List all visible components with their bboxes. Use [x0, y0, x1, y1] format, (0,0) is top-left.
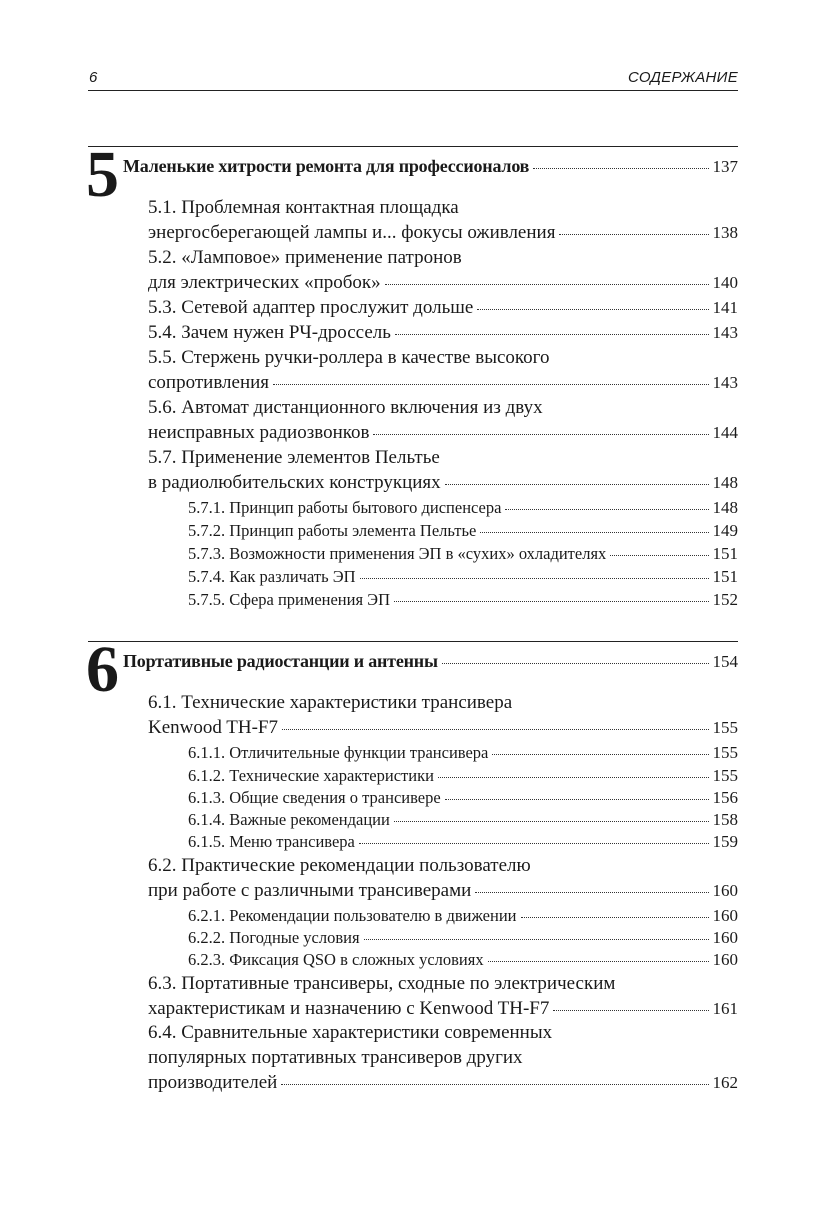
toc-chapter-title[interactable] — [123, 156, 738, 177]
leader-dots — [492, 754, 708, 755]
toc-entry-text: 5.4. Зачем нужен РЧ-дроссель — [148, 322, 391, 343]
leader-dots — [475, 892, 708, 893]
toc-entry[interactable] — [148, 998, 738, 1020]
toc-page: 144 — [712, 423, 738, 442]
toc-subentry[interactable] — [188, 906, 738, 926]
leader-dots — [488, 961, 709, 962]
toc-page: 140 — [712, 273, 738, 292]
leader-dots — [480, 532, 708, 533]
leader-dots — [553, 1010, 708, 1011]
toc-page: 155 — [712, 766, 738, 785]
toc-page: 148 — [712, 473, 738, 492]
toc-entry-line: 5.7. Применение элементов Пельтье — [148, 447, 440, 468]
toc-entry-text: 6.2.3. Фиксация QSO в сложных условиях — [188, 950, 484, 969]
toc-entry-text: 6.1.3. Общие сведения о трансивере — [188, 788, 441, 807]
toc-page: 138 — [712, 223, 738, 242]
chapter-number: 5 — [86, 138, 119, 211]
leader-dots — [445, 484, 709, 485]
toc-entry[interactable] — [148, 422, 738, 444]
toc-page: 160 — [712, 906, 738, 925]
toc-title: Портативные радиостанции и антенны — [123, 651, 438, 671]
chapter-5 — [86, 138, 738, 617]
toc-page: 162 — [712, 1073, 738, 1092]
toc-page: 154 — [712, 652, 738, 671]
toc-entry-text: 5.3. Сетевой адаптер прослужит дольше — [148, 297, 474, 318]
leader-dots — [360, 578, 709, 579]
toc-page: 148 — [712, 498, 738, 517]
leader-dots — [394, 821, 709, 822]
running-header-title: СОДЕРЖАНИЕ — [627, 69, 738, 86]
toc-subentry[interactable] — [188, 832, 738, 852]
toc-entry-text: сопротивления — [148, 372, 270, 393]
toc-entry-text: энергосберегающей лампы и... фокусы оживления — [148, 222, 556, 243]
toc-subentry[interactable] — [188, 950, 738, 970]
toc-entry-line: популярных портативных трансиверов других — [148, 1047, 523, 1068]
toc-entry[interactable] — [148, 297, 738, 319]
toc-subentry[interactable] — [188, 521, 738, 541]
toc-entry[interactable] — [148, 472, 738, 494]
toc-page: 137 — [712, 157, 738, 176]
leader-dots — [505, 509, 708, 510]
toc-entry-text: 6.2.2. Погодные условия — [188, 928, 360, 947]
toc-title: Маленькие хитрости ремонта для профессионалов — [123, 156, 530, 176]
leader-dots — [273, 384, 708, 385]
toc-entry-line: 5.5. Стержень ручки-роллера в качестве высокого — [148, 347, 550, 368]
leader-dots — [364, 939, 709, 940]
toc-page: 152 — [712, 590, 738, 609]
toc-chapter-title[interactable] — [123, 651, 738, 672]
leader-dots — [281, 1084, 708, 1085]
toc-page: 158 — [712, 810, 738, 829]
toc-entry-text: 5.7.5. Сфера применения ЭП — [188, 590, 390, 609]
toc-subentry[interactable] — [188, 788, 738, 808]
toc-page: 160 — [712, 881, 738, 900]
leader-dots — [438, 777, 709, 778]
toc-entry-text: 6.1.2. Технические характеристики — [188, 766, 434, 785]
toc-entry-text: Kenwood TH-F7 — [148, 717, 279, 738]
leader-dots — [521, 917, 709, 918]
toc-entry[interactable] — [148, 322, 738, 344]
toc-entry[interactable] — [148, 222, 738, 244]
toc-subentry[interactable] — [188, 544, 738, 564]
running-header — [88, 68, 738, 91]
leader-dots — [442, 663, 709, 664]
toc-entry[interactable] — [148, 717, 738, 739]
toc-page: 151 — [712, 544, 738, 563]
leader-dots — [394, 601, 709, 602]
toc-page: 156 — [712, 788, 738, 807]
leader-dots — [533, 168, 708, 169]
leader-dots — [445, 799, 709, 800]
toc-entry-text: производителей — [148, 1072, 278, 1093]
toc-entry-text: 5.7.4. Как различать ЭП — [188, 567, 356, 586]
toc-entry-line: 6.4. Сравнительные характеристики современных — [148, 1022, 553, 1043]
toc-entry-line: 5.1. Проблемная контактная площадка — [148, 197, 459, 218]
toc-entry-text: 5.7.3. Возможности применения ЭП в «сухих» охладителях — [188, 544, 607, 563]
toc-page: 143 — [712, 323, 738, 342]
toc-entry[interactable] — [148, 372, 738, 394]
toc-entry-text: 5.7.1. Принцип работы бытового диспенсера — [188, 498, 502, 517]
toc-subentry[interactable] — [188, 766, 738, 786]
toc-page: 155 — [712, 718, 738, 737]
leader-dots — [359, 843, 709, 844]
toc-entry[interactable] — [148, 272, 738, 294]
toc-entry-line: 6.2. Практические рекомендации пользователю — [148, 855, 531, 876]
chapter-6 — [86, 633, 738, 1102]
toc-entry-text: 5.7.2. Принцип работы элемента Пельтье — [188, 521, 477, 540]
toc-page: 151 — [712, 567, 738, 586]
toc-entry-text: 6.2.1. Рекомендации пользователю в движении — [188, 906, 517, 925]
page-number: 6 — [89, 69, 98, 86]
chapter-number: 6 — [86, 633, 119, 706]
toc-page: 149 — [712, 521, 738, 540]
toc-page: 159 — [712, 832, 738, 851]
leader-dots — [385, 284, 709, 285]
toc-entry-text: при работе с различными трансиверами — [148, 880, 472, 901]
toc-page: 155 — [712, 743, 738, 762]
leader-dots — [282, 729, 708, 730]
toc-entry-line: 6.1. Технические характеристики трансивера — [148, 692, 513, 713]
toc-page: 141 — [712, 298, 738, 317]
toc-entry-text: характеристикам и назначению с Kenwood TH-F7 — [148, 998, 550, 1019]
toc-entry-line: 5.2. «Ламповое» применение патронов — [148, 247, 462, 268]
toc-entry-line: 5.6. Автомат дистанционного включения из двух — [148, 397, 543, 418]
toc-subentry[interactable] — [188, 810, 738, 830]
toc-subentry[interactable] — [188, 590, 738, 610]
toc-page: 143 — [712, 373, 738, 392]
toc-entry-text: в радиолюбительских конструкциях — [148, 472, 441, 493]
toc-subentry[interactable] — [188, 567, 738, 587]
toc-entry[interactable] — [148, 1072, 738, 1094]
toc-page: 160 — [712, 950, 738, 969]
toc-entry-text: неисправных радиозвонков — [148, 422, 370, 443]
toc-entry-text: для электрических «пробок» — [148, 272, 381, 293]
toc-subentry[interactable] — [188, 498, 738, 518]
leader-dots — [395, 334, 709, 335]
toc-page: 160 — [712, 928, 738, 947]
toc-subentry[interactable] — [188, 743, 738, 763]
toc-entry-text: 6.1.5. Меню трансивера — [188, 832, 355, 851]
toc-entry-line: 6.3. Портативные трансиверы, сходные по электрическим — [148, 973, 616, 994]
toc-page: 161 — [712, 999, 738, 1018]
toc-entry[interactable] — [148, 880, 738, 902]
leader-dots — [559, 234, 708, 235]
toc-subentry[interactable] — [188, 928, 738, 948]
toc-entry-text: 6.1.1. Отличительные функции трансивера — [188, 743, 489, 762]
leader-dots — [373, 434, 708, 435]
toc-entry-text: 6.1.4. Важные рекомендации — [188, 810, 390, 829]
leader-dots — [477, 309, 708, 310]
leader-dots — [610, 555, 708, 556]
